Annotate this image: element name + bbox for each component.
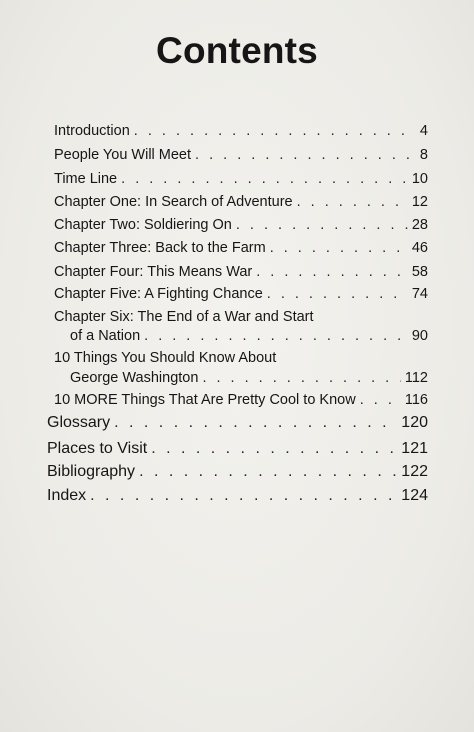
dot-leader (134, 123, 416, 139)
dot-leader (90, 487, 397, 505)
toc-entry-page: 12 (411, 194, 428, 210)
toc-entry-label: Bibliography (47, 463, 136, 480)
toc-entry-label: Chapter Four: This Means War (54, 264, 253, 280)
toc-entry-page: 4 (419, 123, 428, 139)
toc-entry-ten-things-line1[interactable]: 10 Things You Should Know About (54, 350, 277, 366)
toc-entry-label: Chapter Three: Back to the Farm (54, 240, 266, 256)
toc-entry-label: 10 MORE Things That Are Pretty Cool to Know (54, 392, 356, 408)
toc-entry-places-to-visit[interactable] (47, 440, 428, 458)
toc-entry-chapter-four[interactable] (54, 264, 428, 280)
toc-entry-introduction[interactable] (54, 123, 428, 139)
toc-entry-glossary[interactable] (47, 414, 428, 432)
toc-entry-chapter-two[interactable] (54, 217, 428, 233)
toc-entry-page: 121 (401, 440, 428, 457)
toc-entry-label: Introduction (54, 123, 130, 139)
toc-entry-page: 120 (401, 414, 428, 431)
page-title: Contents (156, 30, 318, 71)
toc-entry-label: Glossary (47, 414, 111, 431)
toc-entry-page: 124 (401, 487, 428, 504)
dot-leader (270, 240, 408, 256)
dot-leader (267, 286, 408, 302)
dot-leader (195, 147, 416, 163)
toc-entry-time-line[interactable] (54, 171, 428, 187)
toc-entry-chapter-one[interactable] (54, 194, 428, 210)
toc-entry-chapter-five[interactable] (54, 286, 428, 302)
toc-entry-label: Chapter Two: Soldiering On (54, 217, 232, 233)
toc-entry-label: People You Will Meet (54, 147, 192, 163)
toc-entry-ten-more-things[interactable] (54, 392, 428, 408)
dot-leader (151, 440, 397, 458)
dot-leader (256, 264, 408, 280)
toc-entry-ten-things[interactable] (70, 370, 428, 386)
toc-entry-label: Index (47, 487, 87, 504)
toc-entry-label: Time Line (54, 171, 118, 187)
toc-entry-people[interactable] (54, 147, 428, 163)
toc-entry-page: 90 (411, 328, 428, 344)
toc-entry-bibliography[interactable] (47, 463, 428, 481)
toc-entry-label: Chapter Five: A Fighting Chance (54, 286, 263, 302)
dot-leader (360, 392, 401, 408)
dot-leader (297, 194, 408, 210)
toc-entry-page: 28 (411, 217, 428, 233)
dot-leader (236, 217, 408, 233)
dot-leader (139, 463, 397, 481)
dot-leader (144, 328, 408, 344)
toc-entry-page: 112 (404, 370, 428, 386)
toc-entry-label: of a Nation (70, 328, 141, 344)
toc-entry-page: 46 (411, 240, 428, 256)
toc-entry-chapter-six[interactable] (70, 328, 428, 344)
toc-entry-index[interactable] (47, 487, 428, 505)
toc-entry-page: 116 (404, 392, 428, 408)
dot-leader (114, 414, 397, 432)
toc-entry-label: Places to Visit (47, 440, 148, 457)
toc-entry-page: 58 (411, 264, 428, 280)
toc-entry-chapter-three[interactable] (54, 240, 428, 256)
toc-entry-chapter-six-line1[interactable]: Chapter Six: The End of a War and Start (54, 309, 314, 325)
toc-entry-page: 74 (411, 286, 428, 302)
toc-entry-page: 122 (401, 463, 428, 480)
toc-entry-label: Chapter One: In Search of Adventure (54, 194, 293, 210)
dot-leader (121, 171, 408, 187)
toc-entry-page: 8 (419, 147, 428, 163)
toc-entry-label: George Washington (70, 370, 199, 386)
dot-leader (202, 370, 400, 386)
toc-entry-page: 10 (411, 171, 428, 187)
